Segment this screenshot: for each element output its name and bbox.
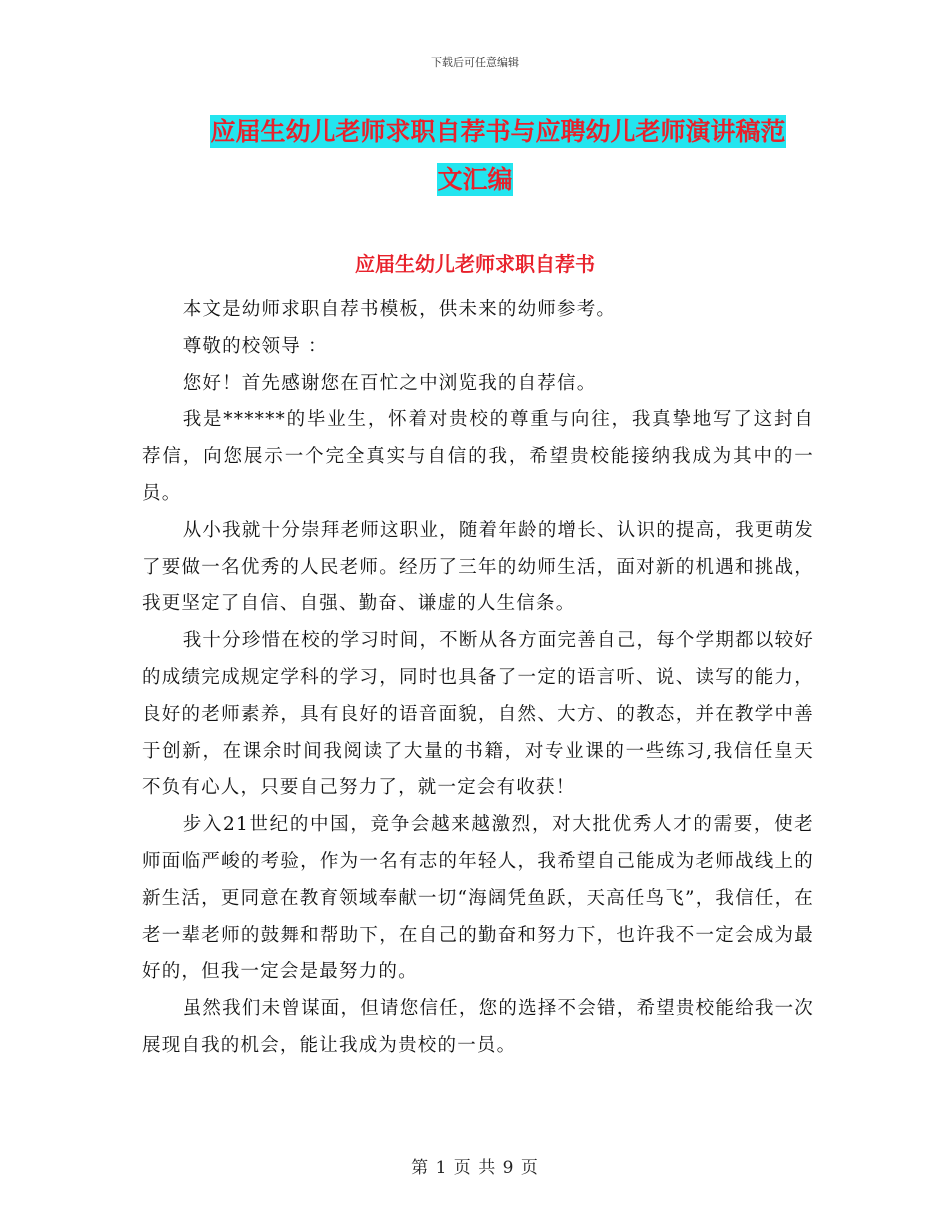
paragraph: 步入21世纪的中国，竞争会越来越激烈，对大批优秀人才的需要，使老师面临严峻的考验，作为一名有志的年轻人，我希望自己能成为老师战线上的新生活，更同意在教育领域奉献一切“海阔凭鱼跃，天高任鸟飞”，我信任，在老一辈老师的鼓舞和帮助下，在自己的勤奋和努力下，也许我不一定会成为最好的，但我一定会是最努力的。 — [142, 814, 814, 983]
paragraph: 我是******的毕业生，怀着对贵校的尊重与向往，我真挚地写了这封自荐信，向您展示一个完全真实与自信的我，希望贵校能接纳我成为其中的一员。 — [142, 409, 814, 504]
page-footer: 第 1 页 共 9 页 — [411, 1158, 539, 1178]
main-title-line-2: 文汇编 — [437, 165, 513, 194]
paragraph: 尊敬的校领导 ： — [182, 335, 328, 357]
header-note: 下载后可任意编辑 — [431, 56, 519, 69]
main-title-line-1: 应届生幼儿老师求职自荐书与应聘幼儿老师演讲稿范 — [210, 117, 786, 146]
paragraph: 从小我就十分崇拜老师这职业，随着年龄的增长、认识的提高，我更萌发了要做一名优秀的人民老师。经历了三年的幼师生活，面对新的机遇和挑战，我更坚定了自信、自强、勤奋、谦虚的人生信条。 — [142, 519, 814, 615]
main-title — [0, 110, 950, 202]
paragraph: 您好！首先感谢您在百忙之中浏览我的自荐信。 — [182, 372, 597, 394]
paragraph: 本文是幼师求职自荐书模板，供未来的幼师参考。 — [182, 299, 617, 320]
paragraph: 虽然我们未曾谋面，但请您信任，您的选择不会错，希望贵校能给我一次展现自我的机会，能让我成为贵校的一员。 — [142, 998, 814, 1056]
body-text — [142, 292, 814, 1065]
section-title: 应届生幼儿老师求职自荐书 — [355, 252, 595, 276]
paragraph: 我十分珍惜在校的学习时间，不断从各方面完善自己，每个学期都以较好的成绩完成规定学科的学习，同时也具备了一定的语言听、说、读写的能力，良好的老师素养，具有良好的语音面貌，自然、大方、的教态，并在教学中善于创新，在课余时间我阅读了大量的书籍，对专业课的一些练习,我信任皇天不负有心人，只要自己努力了，就一定会有收获！ — [142, 630, 814, 799]
